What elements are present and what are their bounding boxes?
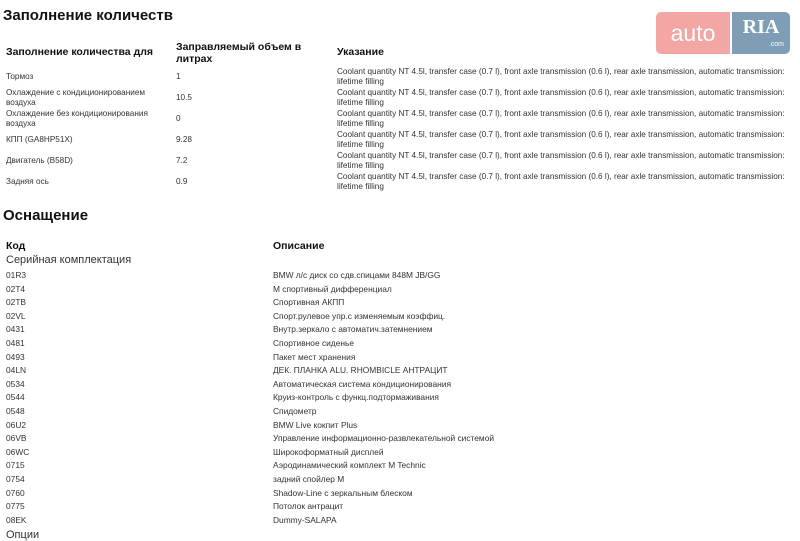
- equipment-description: Широкоформатный дисплей: [273, 446, 384, 457]
- fill-row-volume: 0: [176, 114, 181, 123]
- fill-row-name: Двигатель (B58D): [6, 156, 73, 165]
- fill-row-volume: 10.5: [176, 93, 192, 102]
- equipment-row: [0, 499, 800, 513]
- equipment-row: [0, 472, 800, 486]
- equipment-code: 06U2: [6, 419, 27, 430]
- logo-auto-text: auto: [656, 12, 730, 54]
- fill-row-note: Coolant quantity NT 4.5l, transfer case (0.7 l), front axle transmission (0.6 l), rear axle transmission, automatic transmission: lifetime filling: [337, 109, 785, 128]
- equipment-code: 04LN: [6, 365, 27, 376]
- equipment-code: 0548: [6, 406, 25, 416]
- equipment-row: [0, 390, 800, 404]
- equipment-description: Спортивное сиденье: [273, 338, 355, 348]
- fill-row-note: Coolant quantity NT 4.5l, transfer case (0.7 l), front axle transmission (0.6 l), rear axle transmission, automatic transmission: lifetime filling: [337, 67, 785, 86]
- equipment-row: [0, 486, 800, 500]
- equipment-row: [0, 445, 800, 459]
- equipment-description: Пакет мест хранения: [273, 351, 356, 362]
- fill-row-note: Coolant quantity NT 4.5l, transfer case (0.7 l), front axle transmission (0.6 l), rear axle transmission, automatic transmission: lifetime filling: [337, 88, 785, 107]
- standard-equipment-subtitle: Серийная комплектация: [6, 254, 132, 266]
- fill-row-volume: 1: [176, 72, 181, 81]
- equipment-code: 0760: [6, 487, 25, 498]
- equipment-code: 01R3: [6, 270, 27, 280]
- fill-row-volume: 9.28: [176, 135, 192, 144]
- equipment-header-description: Описание: [273, 240, 325, 252]
- equipment-description: задний спойлер М: [273, 474, 345, 484]
- equipment-row: [0, 418, 800, 432]
- fill-row-note: Coolant quantity NT 4.5l, transfer case (0.7 l), front axle transmission (0.6 l), rear axle transmission, automatic transmission: lifetime filling: [337, 130, 785, 149]
- fill-header-for: Заполнение количества для: [6, 46, 154, 58]
- equipment-row: [0, 295, 800, 309]
- equipment-code: 02VL: [6, 310, 26, 321]
- fill-row-volume: 0.9: [176, 177, 188, 186]
- equipment-description: BMW л/с диск со сдв.спицами 848M JB/GG: [273, 270, 441, 280]
- equipment-row: [0, 363, 800, 377]
- equipment-row: [0, 431, 800, 445]
- equipment-code: 0431: [6, 324, 25, 335]
- equipment-description: Потолок антрацит: [273, 501, 344, 512]
- fill-row-volume: 7.2: [176, 156, 188, 165]
- equipment-code: 06WC: [6, 446, 30, 457]
- equipment-row: [0, 282, 800, 296]
- equipment-description: Спидометр: [273, 406, 317, 416]
- equipment-row: [0, 322, 800, 336]
- equipment-code: 0715: [6, 460, 25, 471]
- equipment-code: 0775: [6, 501, 25, 512]
- equipment-row: [0, 458, 800, 472]
- equipment-description: М спортивный дифференциал: [273, 283, 392, 294]
- equipment-title: Оснащение: [3, 207, 89, 224]
- equipment-description: ДЕК. ПЛАНКА ALU. RHOMBICLE АНТРАЦИТ: [273, 365, 448, 376]
- equipment-description: Управление информационно-развлекательной системой: [273, 433, 495, 444]
- equipment-row: [0, 350, 800, 364]
- fill-header-volume: Заправляемый объем в литрах: [176, 41, 302, 65]
- equipment-description: Спортивная АКПП: [273, 297, 345, 308]
- equipment-code: 06VB: [6, 433, 27, 444]
- equipment-code: 02T4: [6, 283, 26, 294]
- equipment-row: [0, 309, 800, 323]
- logo-ria-text: RIA: [742, 16, 780, 38]
- fill-row-name: Охлаждение без кондиционирования воздуха: [6, 109, 148, 128]
- fill-quantities-title: Заполнение количеств: [3, 7, 173, 24]
- equipment-row: [0, 268, 800, 282]
- equipment-description: Shadow-Line с зеркальным блеском: [273, 487, 413, 498]
- equipment-row: [0, 513, 800, 527]
- equipment-row: [0, 404, 800, 418]
- equipment-description: BMW Live кокпит Plus: [273, 419, 358, 430]
- logo-domain: .com: [768, 41, 784, 48]
- equipment-description: Автоматическая система кондиционирования: [273, 378, 451, 389]
- fill-row-name: Задняя ось: [6, 177, 49, 186]
- equipment-code: 08EK: [6, 514, 27, 525]
- fill-row-name: КПП (GA8HP51X): [6, 135, 73, 144]
- equipment-description: Спорт.рулевое упр.с изменяемым коэффиц.: [273, 310, 446, 321]
- equipment-description: Аэродинамический комплект M Technic: [273, 460, 426, 471]
- fill-row-name: Охлаждение с кондиционированием воздуха: [6, 88, 146, 107]
- equipment-description: Внутр.зеркало с автоматич.затемнением: [273, 324, 433, 335]
- equipment-code: 0481: [6, 338, 25, 348]
- logo-ria-badge: [732, 12, 790, 54]
- equipment-code: 0493: [6, 351, 25, 362]
- equipment-row: [0, 377, 800, 391]
- equipment-code: 0754: [6, 474, 25, 484]
- equipment-code: 0544: [6, 392, 25, 403]
- equipment-header-code: Код: [6, 240, 26, 252]
- auto-ria-logo: [656, 12, 790, 54]
- fill-header-note: Указание: [337, 46, 384, 58]
- equipment-code: 0534: [6, 378, 25, 389]
- equipment-description: Круиз-контроль с функц.подтормаживания: [273, 392, 439, 403]
- fill-row-note: Coolant quantity NT 4.5l, transfer case (0.7 l), front axle transmission (0.6 l), rear axle transmission, automatic transmission: lifetime filling: [337, 172, 785, 191]
- equipment-row: [0, 336, 800, 350]
- fill-row-note: Coolant quantity NT 4.5l, transfer case (0.7 l), front axle transmission (0.6 l), rear axle transmission, automatic transmission: lifetime filling: [337, 151, 785, 170]
- equipment-description: Dummy-SALAPA: [273, 514, 337, 525]
- options-subtitle: Опции: [6, 529, 40, 541]
- equipment-code: 02TB: [6, 297, 27, 308]
- fill-row-name: Тормоз: [6, 72, 34, 81]
